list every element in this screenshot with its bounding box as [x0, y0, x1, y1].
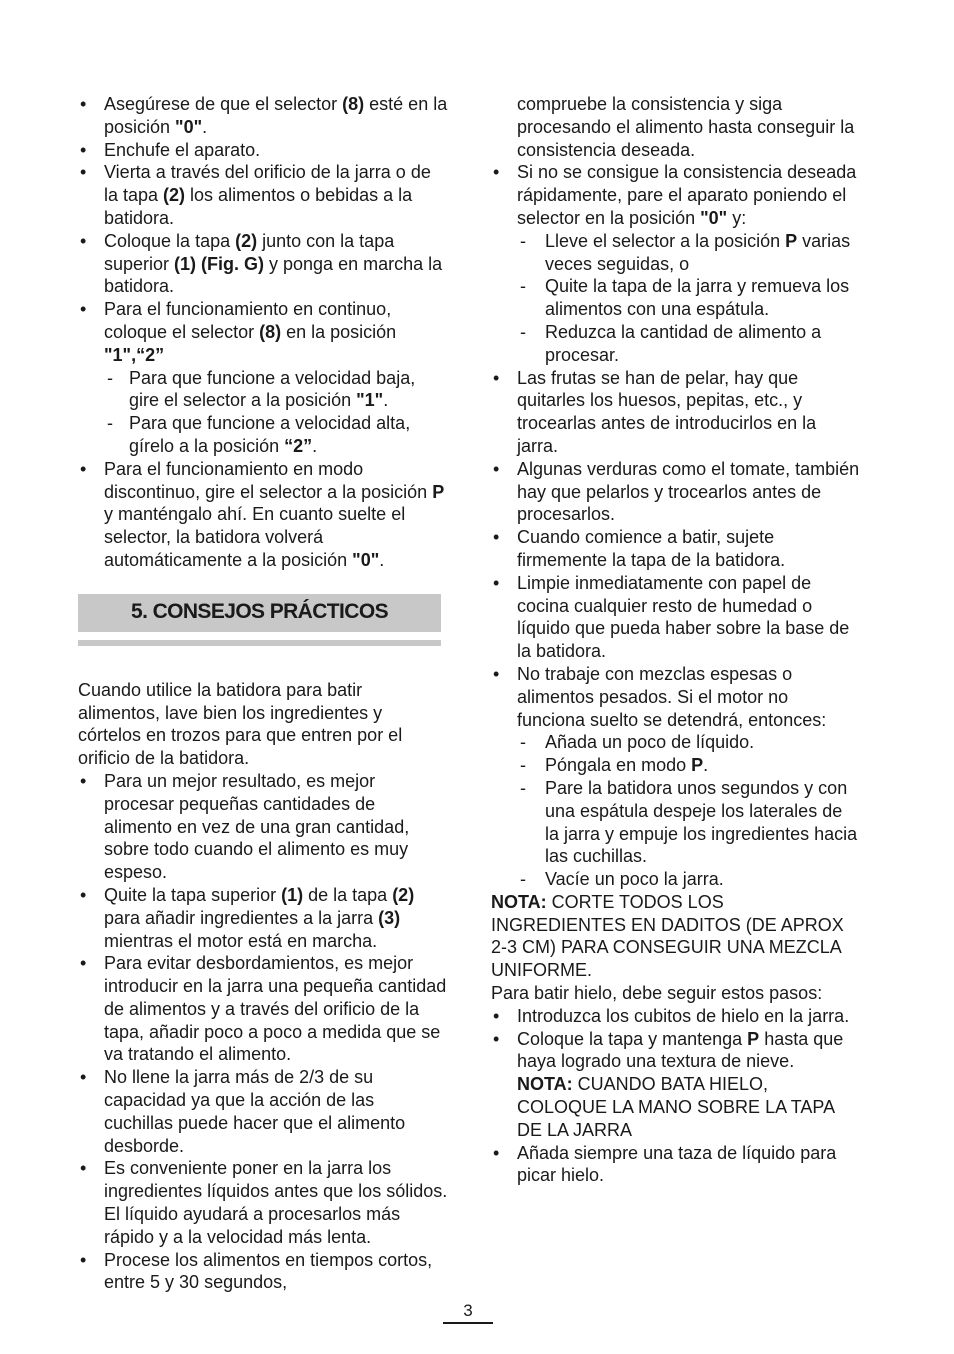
- note-paragraph: [491, 1073, 861, 1141]
- bullet-list: [491, 1005, 861, 1073]
- text-segment: Coloque la tapa y mantenga: [517, 1028, 748, 1049]
- text-segment: Procese los alimentos en tiempos cortos, entre 5 y 30 segundos,: [104, 1249, 433, 1293]
- sub-list-item: [517, 731, 861, 754]
- text-segment: .: [202, 116, 208, 137]
- list-item: [78, 230, 448, 298]
- bold-text: (8): [342, 94, 365, 114]
- page-number-underline: [443, 1322, 493, 1324]
- list-item: [78, 93, 448, 139]
- sub-list-item: [104, 367, 448, 413]
- list-item-text: [104, 298, 448, 366]
- bold-text: "1": [356, 390, 384, 411]
- text-segment: Si no se consigue la consistencia deseada rápidamente, pare el aparato poniendo el selector en la posición: [517, 162, 857, 228]
- sub-list-item: [517, 275, 861, 321]
- bold-text: P: [785, 230, 798, 251]
- text-segment: Asegúrese de que el selector: [104, 94, 343, 114]
- bold-text: (1) (Fig. G): [174, 253, 265, 274]
- sub-list-item: [517, 321, 861, 367]
- sub-list-item: [517, 777, 861, 868]
- bold-text: P: [432, 481, 445, 502]
- list-item: [491, 1142, 861, 1188]
- text-segment: Póngala en modo: [545, 755, 692, 776]
- list-item: [78, 298, 448, 458]
- list-item: [78, 139, 448, 162]
- list-item: [491, 367, 861, 458]
- section-divider: [78, 640, 441, 646]
- bold-text: P: [691, 755, 704, 776]
- note-text: CUANDO BATA HIELO, COLOQUE LA MANO SOBRE LA TAPA DE LA JARRA: [517, 1074, 835, 1140]
- bold-text: “2”: [284, 435, 313, 456]
- sub-list: [517, 731, 861, 891]
- list-item: [491, 1028, 861, 1074]
- bold-text: "0": [352, 549, 380, 570]
- sub-list: [104, 367, 448, 458]
- note-label: NOTA:: [491, 891, 547, 912]
- text-segment: y ponga en marcha la batidora.: [104, 253, 443, 297]
- list-item: [78, 884, 448, 952]
- text-segment: y manténgalo ahí. En cuanto suelte el selector, la batidora volverá automáticamente a la posición: [104, 504, 406, 570]
- bold-text: (8): [259, 321, 282, 342]
- text-segment: .: [379, 549, 385, 570]
- sub-list-item: [517, 754, 861, 777]
- text-segment: Para un mejor resultado, es mejor procesar pequeñas cantidades de alimento en vez de una gran cantidad, sobre todo cuando el alimento es muy espeso.: [104, 770, 410, 883]
- sub-list-item: [517, 230, 861, 276]
- text-segment: Añada un poco de líquido.: [545, 732, 755, 753]
- bold-text: "1",“2”: [104, 344, 165, 365]
- list-item: [491, 663, 861, 891]
- text-segment: Introduzca los cubitos de hielo en la jarra.: [517, 1005, 850, 1026]
- text-segment: Lleve el selector a la posición: [545, 230, 786, 251]
- text-segment: Quite la tapa superior: [104, 884, 282, 905]
- bold-text: "0": [175, 116, 203, 137]
- bullet-list: [491, 1142, 861, 1188]
- right-column: [491, 93, 861, 1187]
- text-segment: Quite la tapa de la jarra y remueva los alimentos con una espátula.: [545, 276, 850, 320]
- section-header: [78, 594, 448, 646]
- note-paragraph: [491, 891, 861, 982]
- list-item: [491, 161, 861, 366]
- list-item: [78, 1157, 448, 1248]
- text-segment: Para que funcione a velocidad alta, gírelo a la posición: [129, 413, 411, 456]
- text-segment: los alimentos o bebidas a la batidora.: [104, 185, 413, 228]
- bold-text: (2): [235, 230, 258, 251]
- bold-text: (2): [163, 185, 186, 206]
- list-item: [491, 526, 861, 572]
- text-segment: Vierta a través del orificio de la jarra o de la tapa: [104, 162, 431, 206]
- text-segment: Coloque la tapa: [104, 230, 236, 251]
- text-segment: Vacíe un poco la jarra.: [545, 869, 724, 890]
- text-segment: y:: [727, 207, 747, 228]
- list-item: [491, 1005, 861, 1028]
- text-segment: junto con la tapa superior: [104, 230, 395, 274]
- list-item-text: [517, 663, 861, 731]
- bullet-list: [491, 663, 861, 891]
- section-title-bar: [78, 594, 441, 632]
- text-segment: mientras el motor está en marcha.: [104, 930, 378, 951]
- text-segment: Reduzca la cantidad de alimento a procesar.: [545, 321, 822, 365]
- list-item: [78, 952, 448, 1066]
- sub-list-item: [104, 412, 448, 458]
- note-label: NOTA:: [517, 1074, 573, 1095]
- text-segment: No trabaje con mezclas espesas o alimentos pesados. Si el motor no funciona suelto se detendrá, entonces:: [517, 663, 827, 730]
- list-item: [491, 572, 861, 663]
- text-segment: hasta que haya logrado una textura de nieve.: [517, 1028, 844, 1072]
- text-segment: en la posición: [281, 321, 397, 342]
- text-segment: Enchufe el aparato.: [104, 139, 261, 160]
- bold-text: "0": [700, 207, 728, 228]
- text-segment: Para el funcionamiento en continuo, coloque el selector: [104, 299, 392, 342]
- text-segment: Para que funcione a velocidad baja, gire el selector a la posición: [129, 367, 416, 411]
- page-number: 3: [463, 1301, 473, 1320]
- bold-text: (1): [281, 884, 304, 905]
- list-item-text: [517, 161, 861, 229]
- bullet-list: [491, 367, 861, 663]
- bullet-list: [78, 770, 448, 1294]
- text-segment: Es conveniente poner en la jarra los ingredientes líquidos antes que los sólidos. El líquido ayudará a procesarlos más rápido y a la velocidad más lenta.: [104, 1158, 448, 1247]
- list-item: [78, 770, 448, 884]
- continuation-text: compruebe la consistencia y siga procesando el alimento hasta conseguir la consistencia deseada.: [517, 94, 855, 160]
- list-item: [78, 161, 448, 229]
- intro-paragraph: Cuando utilice la batidora para batir alimentos, lave bien los ingredientes y córtelos en trozos para que entren por el orificio de la batidora.: [78, 679, 403, 769]
- text-segment: Pare la batidora unos segundos y con una espátula despeje los laterales de la jarra y empuje los ingredientes hacia las cuchillas.: [545, 777, 858, 867]
- bold-text: (2): [392, 884, 415, 905]
- bullet-list: [78, 298, 448, 572]
- text-segment: Añada siempre una taza de líquido para picar hielo.: [517, 1142, 837, 1186]
- bullet-list: [78, 93, 448, 298]
- section-title: 5. CONSEJOS PRÁCTICOS: [131, 600, 388, 624]
- text-segment: Para evitar desbordamientos, es mejor introducir en la jarra una pequeña cantidad de alimentos y a través del orificio de la tapa, añadir poco a poco a medida que se va tratando el alimento.: [104, 953, 447, 1065]
- list-item: [78, 458, 448, 572]
- text-segment: Para el funcionamiento en modo discontinuo, gire el selector a la posición: [104, 458, 433, 502]
- text-segment: de la tapa: [303, 884, 393, 905]
- list-item: [78, 1066, 448, 1157]
- text-segment: varias veces seguidas, o: [545, 230, 851, 274]
- sub-list: [517, 230, 861, 367]
- text-segment: .: [383, 390, 389, 411]
- list-item: [491, 458, 861, 526]
- text-segment: esté en la posición: [104, 94, 448, 137]
- bold-text: P: [747, 1028, 760, 1049]
- text-segment: Las frutas se han de pelar, hay que quitarles los huesos, pepitas, etc., y trocearlas antes de introducirlos en la jarra.: [517, 367, 817, 456]
- text-segment: No llene la jarra más de 2/3 de su capacidad ya que la acción de las cuchillas puede hacer que el alimento desborde.: [104, 1067, 406, 1156]
- sub-list-item: [517, 868, 861, 891]
- left-column: [78, 93, 448, 1294]
- list-item: [78, 1249, 448, 1295]
- text-segment: .: [312, 435, 318, 456]
- text-segment: para añadir ingredientes a la jarra: [104, 907, 379, 928]
- text-segment: Cuando comience a batir, sujete firmemente la tapa de la batidora.: [517, 527, 786, 570]
- bold-text: (3): [378, 907, 401, 928]
- note-text: CORTE TODOS LOS INGREDIENTES EN DADITOS (DE APROX 2-3 CM) PARA CONSEGUIR UNA MEZCLA UNIFORME.: [491, 891, 844, 981]
- text-segment: .: [703, 755, 709, 776]
- bullet-list: [491, 161, 861, 366]
- text-segment: Algunas verduras como el tomate, también hay que pelarlos y trocearlos antes de procesarlos.: [517, 458, 860, 525]
- text-segment: Limpie inmediatamente con papel de cocina cualquier resto de humedad o líquido que pueda haber sobre la base de la batidora.: [517, 572, 850, 662]
- ice-intro: Para batir hielo, debe seguir estos pasos:: [491, 983, 823, 1004]
